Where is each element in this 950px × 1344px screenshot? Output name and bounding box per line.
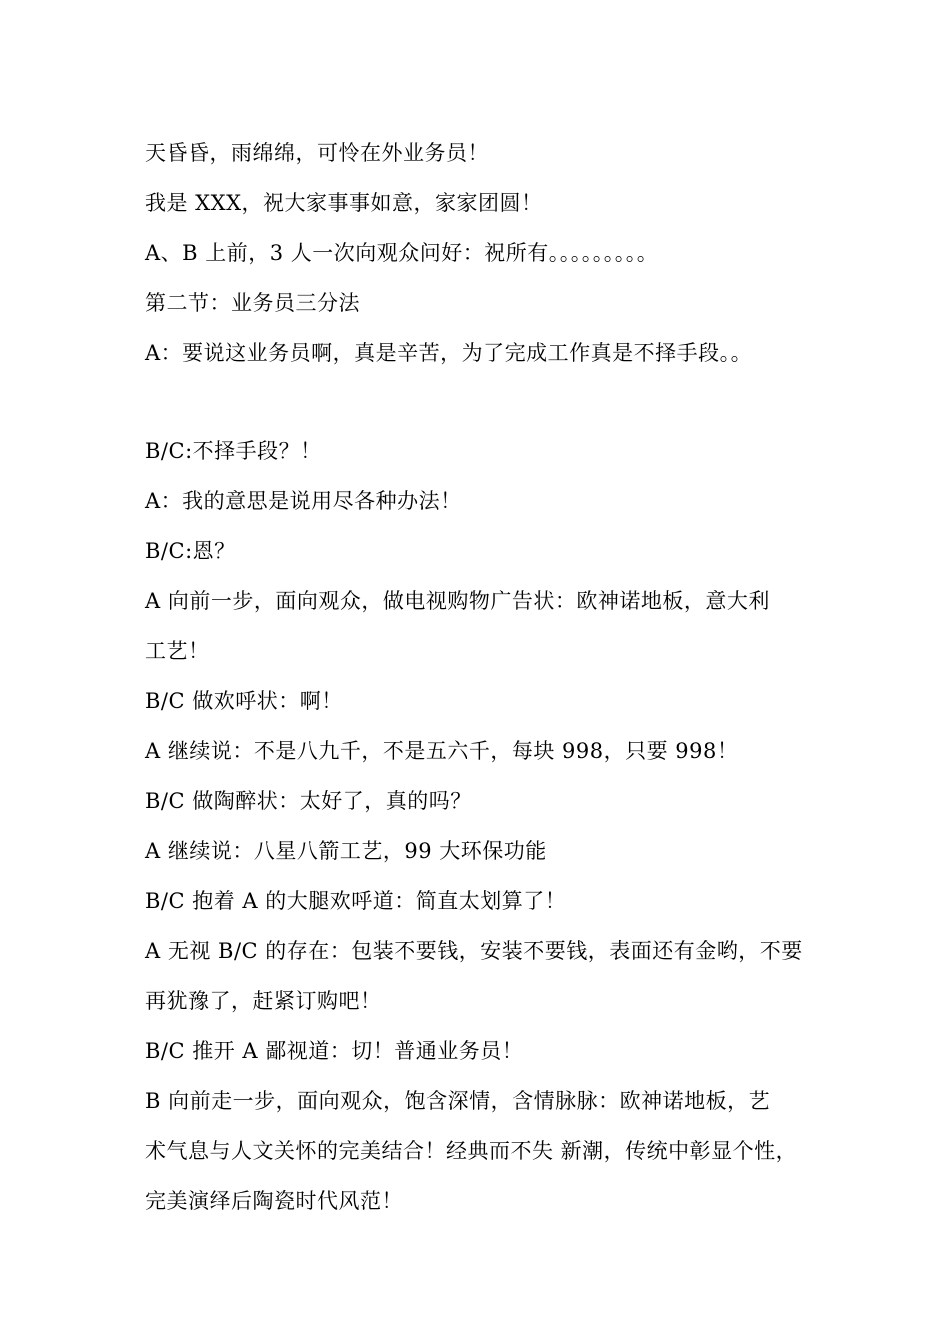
text-line: B/C 做欢呼状：啊！	[145, 689, 343, 713]
text-line: 再犹豫了，赶紧订购吧！	[145, 989, 382, 1013]
text-line: B/C:恩？	[145, 539, 236, 563]
text-line: 工艺！	[145, 639, 210, 663]
section-heading: 第二节：业务员三分法	[145, 291, 360, 315]
text-line: B/C 抱着 A 的大腿欢呼道：简直太划算了！	[145, 889, 567, 913]
text-line: A：我的意思是说用尽各种办法！	[145, 489, 462, 513]
text-line: B 向前走一步，面向观众，饱含深情，含情脉脉：欧神诺地板，艺	[145, 1089, 771, 1113]
text-line: B/C 做陶醉状：太好了，真的吗？	[145, 789, 472, 813]
text-line: A、B 上前，3 人一次向观众问好：祝所有。。。。。。。。。	[145, 241, 659, 265]
text-line: A 向前一步，面向观众，做电视购物广告状：欧神诺地板，意大利	[145, 589, 770, 613]
text-line: A 继续说：八星八箭工艺，99 大环保功能	[145, 839, 547, 863]
text-line: A：要说这业务员啊，真是辛苦，为了完成工作真是不择手段。。	[145, 341, 753, 365]
text-line: 术气息与人文关怀的完美结合！经典而不失 新潮，传统中彰显个性，	[145, 1139, 798, 1163]
text-line: A 无视 B/C 的存在：包装不要钱，安装不要钱，表面还有金哟，不要	[145, 939, 803, 963]
text-line: 完美演绎后陶瓷时代风范！	[145, 1189, 403, 1213]
text-line: B/C:不择手段？！	[145, 439, 322, 463]
text-line: 我是 XXX，祝大家事事如意，家家团圆！	[145, 191, 543, 215]
text-line: 天昏昏，雨绵绵，可怜在外业务员！	[145, 141, 489, 165]
text-line: A 继续说：不是八九千，不是五六千，每块 998，只要 998！	[145, 739, 739, 763]
text-line: B/C 推开 A 鄙视道：切！普通业务员！	[145, 1039, 524, 1063]
